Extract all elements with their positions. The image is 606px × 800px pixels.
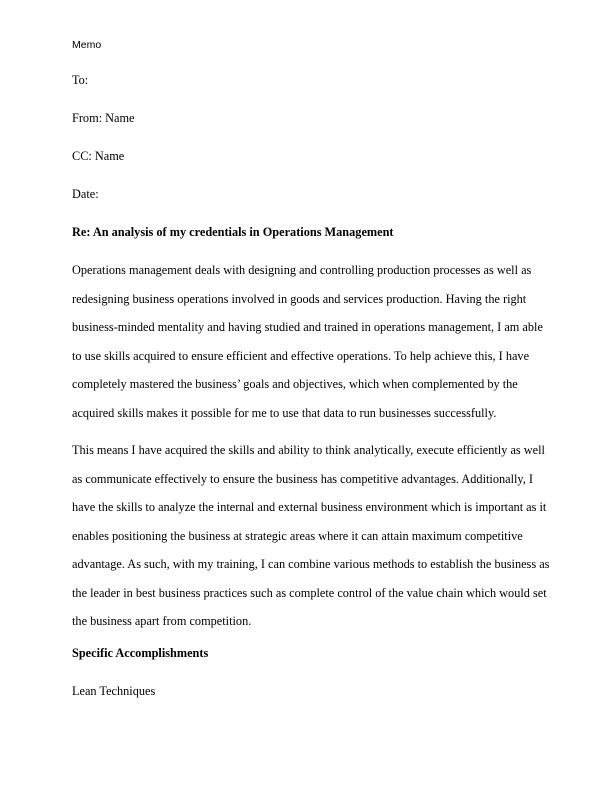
memo-cc-field: CC: Name: [72, 149, 125, 163]
paragraph-line: have the skills to analyze the internal and external business environment which is important as it: [72, 500, 547, 514]
section-heading: Specific Accomplishments: [72, 646, 209, 660]
page-header: Memo: [72, 39, 102, 51]
memo-subject: Re: An analysis of my credentials in Operations Management: [72, 225, 394, 239]
paragraph-line: business-minded mentality and having studied and trained in operations management, I am able: [72, 320, 543, 334]
paragraph-intro: [72, 256, 542, 427]
paragraph-line: the leader in best business practices such as complete control of the value chain which would set: [72, 585, 547, 600]
paragraph-line: This means I have acquired the skills and ability to think analytically, execute efficiently as well: [72, 443, 545, 457]
paragraph-line: the business apart from competition.: [72, 614, 252, 628]
paragraph-line: enables positioning the business at strategic areas where it can attain maximum competitive: [72, 528, 523, 543]
memo-date-field: Date:: [72, 187, 99, 201]
paragraph-skills: [72, 436, 550, 636]
subsection-heading: Lean Techniques: [72, 684, 156, 698]
memo-from-field: From: Name: [72, 111, 135, 125]
paragraph-line: redesigning business operations involved in goods and services production. Having the right: [72, 291, 527, 306]
paragraph-line: completely mastered the business’ goals and objectives, which when complemented by the: [72, 377, 518, 391]
memo-to-field: To:: [72, 73, 89, 87]
paragraph-line: acquired skills makes it possible for me to use that data to run businesses successfully.: [72, 405, 497, 420]
paragraph-line: as communicate effectively to ensure the business has competitive advantages. Additionally, I: [72, 471, 534, 486]
paragraph-line: Operations management deals with designing and controlling production processes as well as: [72, 263, 532, 277]
paragraph-line: to use skills acquired to ensure efficient and effective operations. To help achieve this, I have: [72, 348, 530, 363]
paragraph-line: advantage. As such, with my training, I can combine various methods to establish the business as: [72, 557, 550, 571]
